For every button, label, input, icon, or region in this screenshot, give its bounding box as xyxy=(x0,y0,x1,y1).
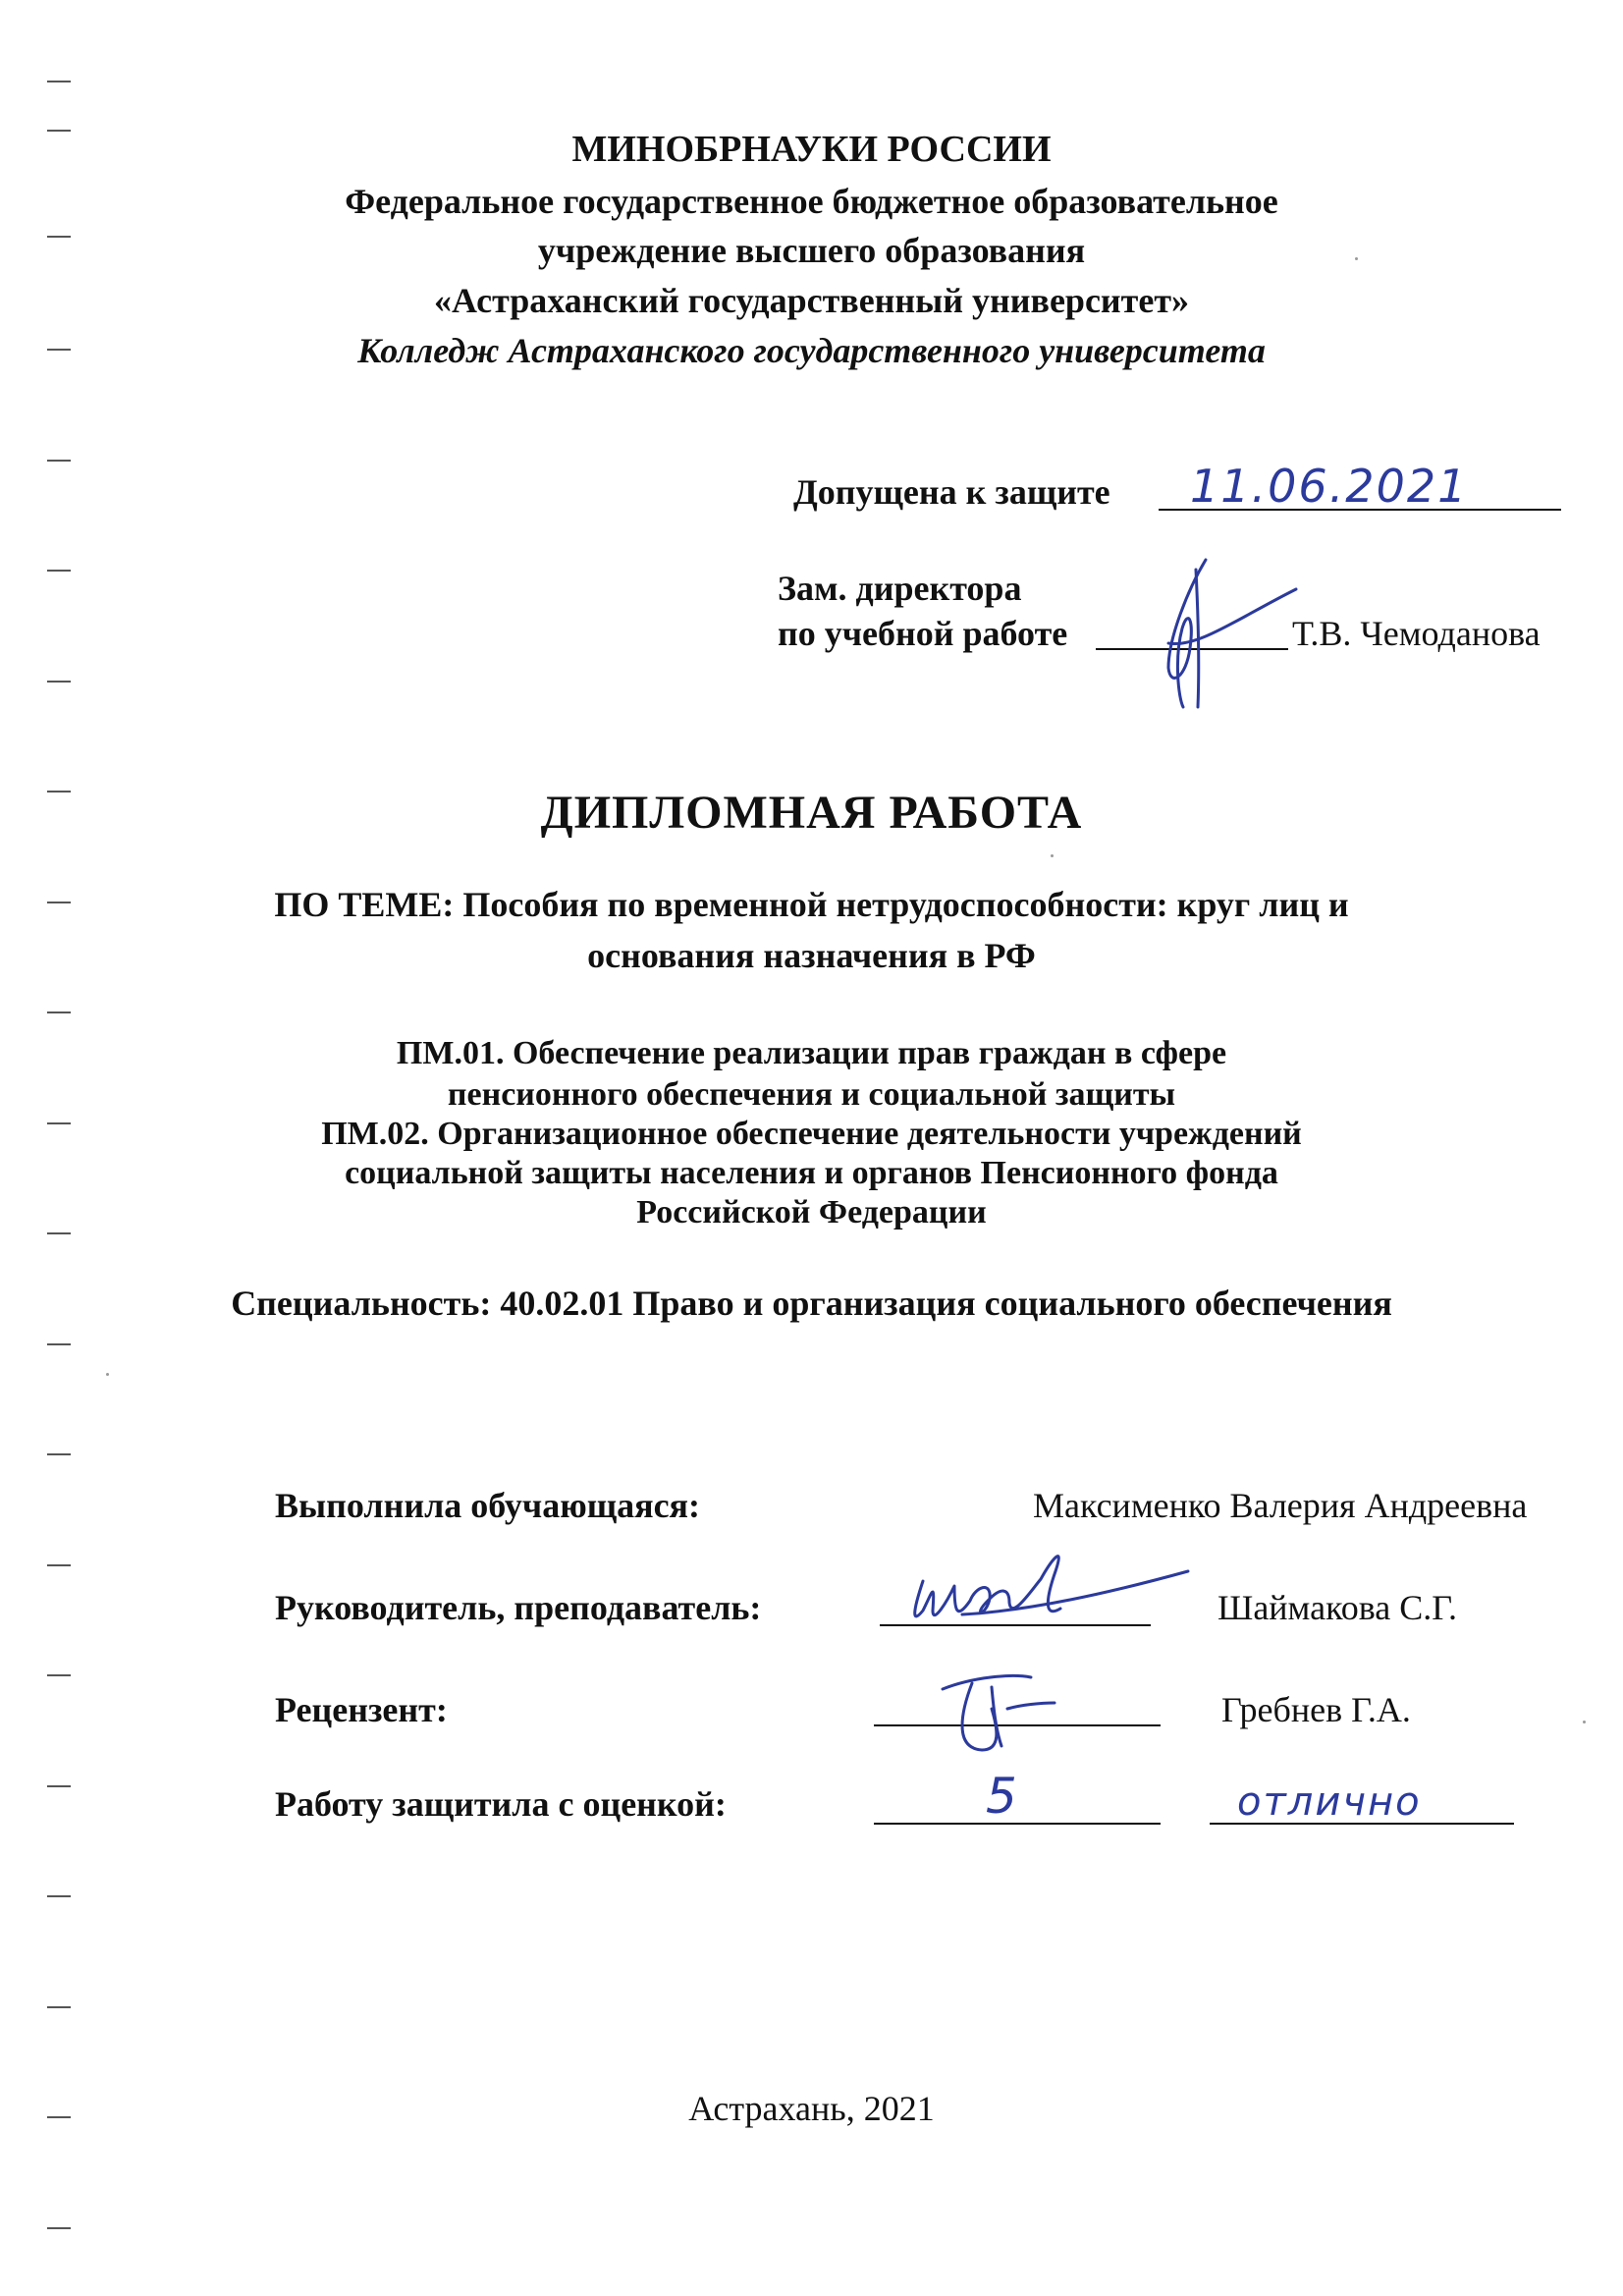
scan-speck xyxy=(1355,257,1358,260)
deputy-name: Т.В. Чемоданова xyxy=(1292,614,1541,653)
university-name: «Астраханский государственный университет» xyxy=(433,281,1190,320)
grade-value-handwritten: 5 xyxy=(986,1768,1017,1825)
college-name: Колледж Астраханского государственного университета xyxy=(357,331,1266,370)
supervisor-name: Шаймакова С.Г. xyxy=(1217,1588,1458,1627)
reviewer-name: Гребнев Г.А. xyxy=(1221,1690,1411,1729)
student-name: Максименко Валерия Андреевна xyxy=(1033,1486,1528,1525)
scan-speck xyxy=(1583,1721,1586,1723)
deputy-title-line-2: по учебной работе xyxy=(778,614,1068,653)
module-pm02-line-1: ПМ.02. Организационное обеспечение деятельности учреждений xyxy=(321,1116,1302,1152)
margin-mark xyxy=(47,1232,71,1234)
institution-line-2: учреждение высшего образования xyxy=(537,231,1086,270)
module-pm02-line-3: Российской Федерации xyxy=(636,1194,987,1230)
ministry-name: МИНОБРНАУКИ РОССИИ xyxy=(571,129,1052,170)
module-pm02-line-2: социальной защиты населения и органов Пенсионного фонда xyxy=(345,1155,1278,1191)
margin-mark xyxy=(47,2006,71,2008)
margin-mark xyxy=(47,1895,71,1897)
topic-line-2: основания назначения в РФ xyxy=(587,936,1036,975)
margin-mark xyxy=(47,1674,71,1676)
deputy-title-line-1: Зам. директора xyxy=(778,569,1022,608)
margin-mark xyxy=(47,681,71,683)
module-pm01-line-2: пенсионного обеспечения и социальной защиты xyxy=(447,1076,1176,1113)
city-year: Астрахань, 2021 xyxy=(688,2089,935,2128)
student-label: Выполнила обучающаяся: xyxy=(275,1486,701,1525)
document-title: ДИПЛОМНАЯ РАБОТА xyxy=(540,787,1083,839)
margin-mark xyxy=(47,570,71,572)
margin-mark xyxy=(47,1011,71,1013)
admission-label: Допущена к защите xyxy=(793,472,1110,512)
margin-mark xyxy=(47,81,71,82)
margin-mark xyxy=(47,1785,71,1787)
margin-mark xyxy=(47,1564,71,1566)
margin-mark xyxy=(47,1453,71,1455)
margin-mark xyxy=(47,460,71,462)
topic-line-1: ПО ТЕМЕ: Пособия по временной нетрудоспособности: круг лиц и xyxy=(274,885,1349,924)
admission-date-handwritten: 11.06.2021 xyxy=(1190,460,1469,513)
margin-mark xyxy=(47,1343,71,1345)
deputy-signature xyxy=(1129,550,1306,717)
specialty: Специальность: 40.02.01 Право и организация социального обеспечения xyxy=(231,1284,1392,1323)
scan-speck xyxy=(1051,854,1054,857)
reviewer-label: Рецензент: xyxy=(275,1690,448,1729)
module-pm01-line-1: ПМ.01. Обеспечение реализации прав граждан в сфере xyxy=(396,1035,1227,1071)
grade-word-handwritten: отлично xyxy=(1237,1779,1422,1825)
grade-label: Работу защитила с оценкой: xyxy=(275,1784,727,1824)
supervisor-signature xyxy=(893,1532,1208,1640)
reviewer-signature xyxy=(923,1660,1080,1768)
supervisor-label: Руководитель, преподаватель: xyxy=(275,1588,762,1627)
margin-mark xyxy=(47,2227,71,2229)
institution-line-1: Федеральное государственное бюджетное образовательное xyxy=(345,182,1278,221)
grade-value-line xyxy=(874,1823,1161,1825)
scan-speck xyxy=(106,1373,109,1376)
